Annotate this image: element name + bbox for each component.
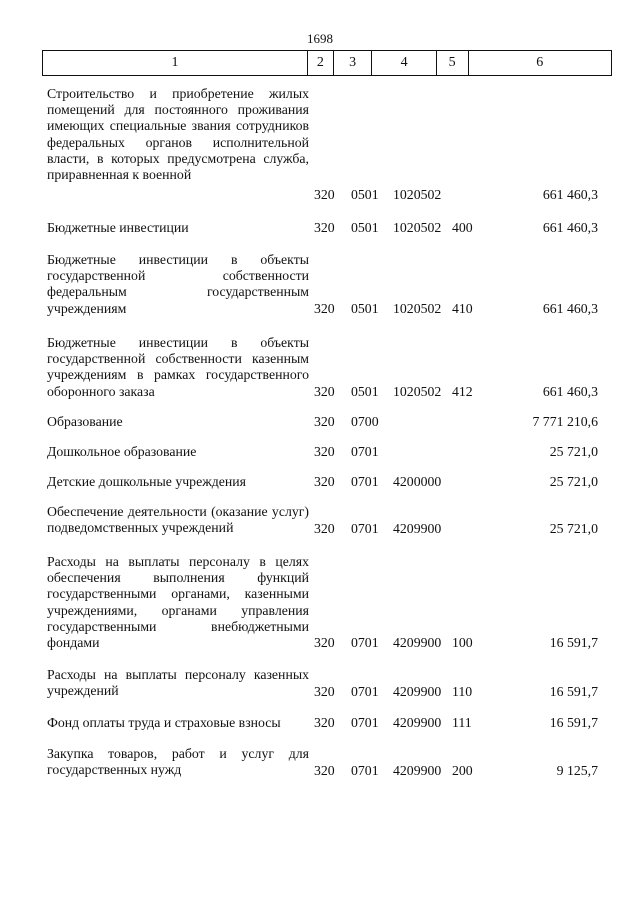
row-amount: 7 771 210,6 bbox=[532, 413, 598, 429]
row-code-5: 110 bbox=[452, 683, 473, 699]
column-header-row bbox=[43, 51, 612, 76]
row-amount: 9 125,7 bbox=[556, 762, 598, 778]
column-header-5: 5 bbox=[436, 51, 468, 76]
row-code-2: 320 bbox=[314, 186, 335, 202]
row-code-3: 0701 bbox=[351, 443, 379, 459]
row-code-2: 320 bbox=[314, 219, 335, 235]
row-code-3: 0700 bbox=[351, 413, 379, 429]
row-code-3: 0501 bbox=[351, 186, 379, 202]
row-amount: 661 460,3 bbox=[542, 219, 598, 235]
row-code-3: 0501 bbox=[351, 300, 379, 316]
row-name: Бюджетные инвестиции в объекты государственной собственности казенным учреждениям в рамках государственного оборонного заказа bbox=[47, 335, 309, 399]
table-row bbox=[0, 746, 640, 779]
row-code-3: 0701 bbox=[351, 520, 379, 536]
row-amount: 16 591,7 bbox=[549, 634, 598, 650]
row-amount: 16 591,7 bbox=[549, 683, 598, 699]
row-name: Детские дошкольные учреждения bbox=[47, 474, 246, 489]
column-header-6: 6 bbox=[468, 51, 611, 76]
row-amount: 661 460,3 bbox=[542, 186, 598, 202]
row-code-5: 111 bbox=[452, 714, 472, 730]
table-row bbox=[0, 414, 640, 430]
row-code-4: 4209900 bbox=[393, 714, 442, 730]
row-name: Образование bbox=[47, 414, 123, 429]
row-code-3: 0701 bbox=[351, 762, 379, 778]
row-code-2: 320 bbox=[314, 714, 335, 730]
row-code-4: 1020502 bbox=[393, 186, 442, 202]
column-header-table bbox=[42, 50, 612, 76]
row-name: Дошкольное образование bbox=[47, 444, 197, 459]
row-amount: 25 721,0 bbox=[549, 473, 598, 489]
row-code-3: 0701 bbox=[351, 714, 379, 730]
row-code-3: 0701 bbox=[351, 473, 379, 489]
table-row bbox=[0, 335, 640, 400]
row-name: Закупка товаров, работ и услуг для государственных нужд bbox=[47, 746, 309, 778]
row-code-2: 320 bbox=[314, 683, 335, 699]
row-amount: 25 721,0 bbox=[549, 443, 598, 459]
row-code-4: 4209900 bbox=[393, 762, 442, 778]
row-name: Фонд оплаты труда и страховые взносы bbox=[47, 715, 281, 730]
column-header-4: 4 bbox=[372, 51, 436, 76]
row-code-2: 320 bbox=[314, 520, 335, 536]
row-amount: 16 591,7 bbox=[549, 714, 598, 730]
row-name: Строительство и приобретение жилых помещений для постоянного проживания имеющих специальные звания сотрудников федеральных органов исполнительной власти, в которых предусмотрена служба, приравненная к военной bbox=[47, 86, 309, 183]
row-name: Бюджетные инвестиции bbox=[47, 220, 189, 235]
row-code-5: 412 bbox=[452, 383, 473, 399]
row-code-4: 4200000 bbox=[393, 473, 442, 489]
table-row bbox=[0, 474, 640, 490]
row-code-4: 4209900 bbox=[393, 683, 442, 699]
column-header-1: 1 bbox=[43, 51, 308, 76]
row-code-4: 1020502 bbox=[393, 300, 442, 316]
row-code-5: 410 bbox=[452, 300, 473, 316]
row-code-3: 0701 bbox=[351, 683, 379, 699]
row-code-2: 320 bbox=[314, 473, 335, 489]
row-code-4: 4209900 bbox=[393, 520, 442, 536]
row-code-2: 320 bbox=[314, 383, 335, 399]
table-row bbox=[0, 86, 640, 203]
row-name: Расходы на выплаты персоналу в целях обеспечения выполнения функций государственными органами, казенными учреждениями, органами управления государственными внебюджетными фондами bbox=[47, 554, 309, 651]
row-code-2: 320 bbox=[314, 413, 335, 429]
table-row bbox=[0, 252, 640, 317]
table-row bbox=[0, 715, 640, 731]
table-row bbox=[0, 504, 640, 537]
row-code-3: 0501 bbox=[351, 219, 379, 235]
row-code-3: 0701 bbox=[351, 634, 379, 650]
row-code-5: 100 bbox=[452, 634, 473, 650]
row-code-2: 320 bbox=[314, 443, 335, 459]
row-amount: 25 721,0 bbox=[549, 520, 598, 536]
budget-rows bbox=[0, 86, 640, 779]
row-code-4: 4209900 bbox=[393, 634, 442, 650]
row-code-2: 320 bbox=[314, 634, 335, 650]
row-code-3: 0501 bbox=[351, 383, 379, 399]
row-code-4: 1020502 bbox=[393, 219, 442, 235]
table-row bbox=[0, 220, 640, 236]
row-code-4: 1020502 bbox=[393, 383, 442, 399]
column-header-2: 2 bbox=[308, 51, 334, 76]
table-row bbox=[0, 667, 640, 700]
table-row bbox=[0, 444, 640, 460]
row-code-2: 320 bbox=[314, 762, 335, 778]
row-code-5: 400 bbox=[452, 219, 473, 235]
row-code-5: 200 bbox=[452, 762, 473, 778]
row-name: Обеспечение деятельности (оказание услуг) подведомственных учреждений bbox=[47, 504, 309, 536]
table-row bbox=[0, 554, 640, 651]
row-amount: 661 460,3 bbox=[542, 300, 598, 316]
row-name: Бюджетные инвестиции в объекты государственной собственности федеральным государственным учреждениям bbox=[47, 252, 309, 316]
column-header-3: 3 bbox=[333, 51, 372, 76]
row-name: Расходы на выплаты персоналу казенных учреждений bbox=[47, 667, 309, 699]
page-number: 1698 bbox=[307, 31, 333, 46]
row-amount: 661 460,3 bbox=[542, 383, 598, 399]
row-code-2: 320 bbox=[314, 300, 335, 316]
